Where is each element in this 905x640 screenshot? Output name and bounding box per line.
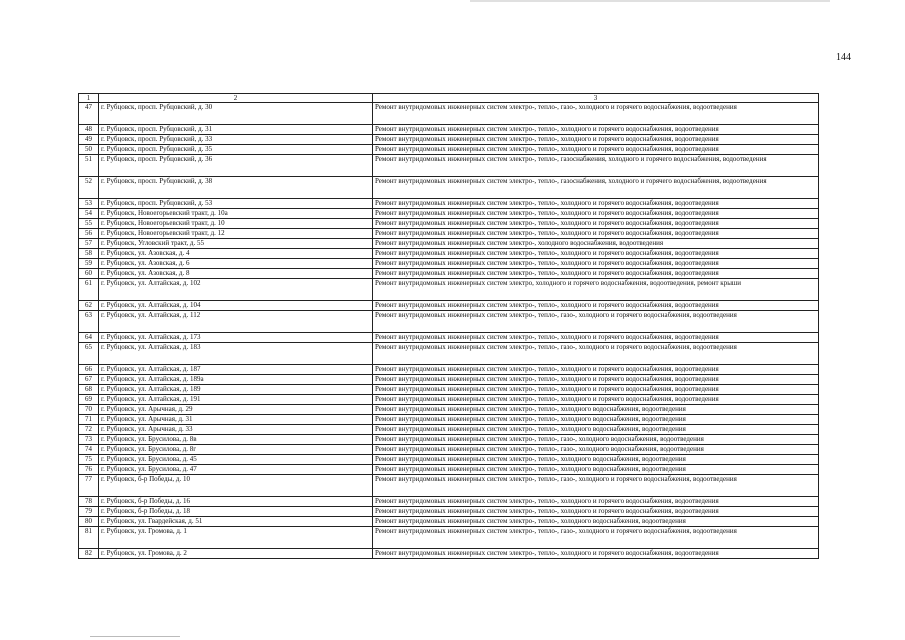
table-row: [79, 517, 819, 527]
table-row: [79, 365, 819, 375]
table-row: [79, 259, 819, 269]
row-number: 73: [79, 435, 99, 445]
row-address: г. Рубцовск, ул. Арычная, д. 33: [99, 425, 373, 435]
row-address: г. Рубцовск, ул. Арычная, д. 29: [99, 405, 373, 415]
row-address: г. Рубцовск, просп. Рубцовский, д. 35: [99, 145, 373, 155]
table-row: [79, 405, 819, 415]
row-work-type: Ремонт внутридомовых инженерных систем электро-, тепло-, холодного и горячего водоснабжения, водоотведения: [373, 395, 819, 405]
row-address: г. Рубцовск, Новоегорьевский тракт, д. 10а: [99, 209, 373, 219]
row-address: г. Рубцовск, Новоегорьевский тракт, д. 10: [99, 219, 373, 229]
row-number: 82: [79, 549, 99, 559]
row-address: г. Рубцовск, б-р Победы, д. 18: [99, 507, 373, 517]
row-address: г. Рубцовск, ул. Азовская, д. 4: [99, 249, 373, 259]
row-address: г. Рубцовск, ул. Алтайская, д. 173: [99, 333, 373, 343]
row-number: 68: [79, 385, 99, 395]
row-address: г. Рубцовск, б-р Победы, д. 10: [99, 475, 373, 497]
row-work-type: Ремонт внутридомовых инженерных систем электро-, тепло-, газо-, холодного и горячего водоснабжения, водоотведения: [373, 343, 819, 365]
scan-artifact-bottom: [90, 636, 180, 637]
row-address: г. Рубцовск, просп. Рубцовский, д. 53: [99, 199, 373, 209]
row-address: г. Рубцовск, Угловский тракт, д. 55: [99, 239, 373, 249]
row-address: г. Рубцовск, ул. Алтайская, д. 112: [99, 311, 373, 333]
row-address: г. Рубцовск, просп. Рубцовский, д. 30: [99, 103, 373, 125]
row-work-type: Ремонт внутридомовых инженерных систем электро-, тепло-, холодного и горячего водоснабжения, водоотведения: [373, 135, 819, 145]
row-work-type: Ремонт внутридомовых инженерных систем электро-, тепло-, холодного и горячего водоснабжения, водоотведения: [373, 229, 819, 239]
row-number: 58: [79, 249, 99, 259]
row-work-type: Ремонт внутридомовых инженерных систем электро-, тепло-, газо-, холодного и горячего водоснабжения, водоотведения: [373, 527, 819, 549]
table-row: [79, 177, 819, 199]
table-row: [79, 301, 819, 311]
table-row: [79, 103, 819, 125]
row-work-type: Ремонт внутридомовых инженерных систем электро-, тепло-, холодного и горячего водоснабжения, водоотведения: [373, 125, 819, 135]
header-col-1: 1: [79, 94, 99, 103]
row-work-type: Ремонт внутридомовых инженерных систем электро-, тепло-, холодного и горячего водоснабжения, водоотведения: [373, 507, 819, 517]
row-number: 80: [79, 517, 99, 527]
table-row: [79, 395, 819, 405]
row-work-type: Ремонт внутридомовых инженерных систем электро-, тепло-, холодного и горячего водоснабжения, водоотведения: [373, 249, 819, 259]
row-address: г. Рубцовск, ул. Гвардейская, д. 51: [99, 517, 373, 527]
row-address: г. Рубцовск, ул. Алтайская, д. 189: [99, 385, 373, 395]
table-row: [79, 549, 819, 559]
row-work-type: Ремонт внутридомовых инженерных систем электро-, тепло-, холодного и горячего водоснабжения, водоотведения: [373, 301, 819, 311]
row-address: г. Рубцовск, ул. Громова, д. 1: [99, 527, 373, 549]
row-work-type: Ремонт внутридомовых инженерных систем электро-, тепло-, холодного водоснабжения, водоотведения: [373, 415, 819, 425]
table-row: [79, 125, 819, 135]
row-work-type: Ремонт внутридомовых инженерных систем электро-, тепло-, холодного водоснабжения, водоотведения: [373, 455, 819, 465]
header-col-3: 3: [373, 94, 819, 103]
row-number: 69: [79, 395, 99, 405]
row-number: 76: [79, 465, 99, 475]
row-number: 63: [79, 311, 99, 333]
row-number: 81: [79, 527, 99, 549]
page-number: 144: [836, 52, 851, 63]
table-row: [79, 425, 819, 435]
row-work-type: Ремонт внутридомовых инженерных систем электро-, тепло-, газо-, холодного и горячего водоснабжения, водоотведения: [373, 311, 819, 333]
row-address: г. Рубцовск, просп. Рубцовский, д. 31: [99, 125, 373, 135]
row-number: 59: [79, 259, 99, 269]
row-number: 64: [79, 333, 99, 343]
row-address: г. Рубцовск, ул. Громова, д. 2: [99, 549, 373, 559]
row-address: г. Рубцовск, ул. Арычная, д. 31: [99, 415, 373, 425]
row-work-type: Ремонт внутридомовых инженерных систем электро-, тепло-, газоснабжения, холодного и горячего водоснабжения, водоотведения: [373, 155, 819, 177]
row-work-type: Ремонт внутридомовых инженерных систем электро-, тепло-, холодного водоснабжения, водоотведения: [373, 425, 819, 435]
row-work-type: Ремонт внутридомовых инженерных систем электро-, тепло-, газоснабжения, холодного и горячего водоснабжения, водоотведения: [373, 177, 819, 199]
row-number: 56: [79, 229, 99, 239]
row-work-type: Ремонт внутридомовых инженерных систем электро-, тепло-, газо-, холодного и горячего водоснабжения, водоотведения: [373, 475, 819, 497]
row-number: 74: [79, 445, 99, 455]
row-address: г. Рубцовск, ул. Брусилова, д. 47: [99, 465, 373, 475]
row-address: г. Рубцовск, Новоегорьевский тракт, д. 12: [99, 229, 373, 239]
row-number: 53: [79, 199, 99, 209]
table-row: [79, 385, 819, 395]
row-work-type: Ремонт внутридомовых инженерных систем электро, холодного и горячего водоснабжения, водоотведения, ремонт крыши: [373, 279, 819, 301]
table-row: [79, 497, 819, 507]
table-row: [79, 145, 819, 155]
table-row: [79, 269, 819, 279]
row-number: 60: [79, 269, 99, 279]
row-number: 66: [79, 365, 99, 375]
table-row: [79, 249, 819, 259]
row-address: г. Рубцовск, просп. Рубцовский, д. 38: [99, 177, 373, 199]
row-address: г. Рубцовск, ул. Азовская, д. 6: [99, 259, 373, 269]
table-row: [79, 435, 819, 445]
row-number: 54: [79, 209, 99, 219]
table-row: [79, 343, 819, 365]
table-row: [79, 219, 819, 229]
row-number: 61: [79, 279, 99, 301]
row-number: 65: [79, 343, 99, 365]
row-address: г. Рубцовск, ул. Алтайская, д. 187: [99, 365, 373, 375]
table-row: [79, 445, 819, 455]
row-address: г. Рубцовск, б-р Победы, д. 16: [99, 497, 373, 507]
row-work-type: Ремонт внутридомовых инженерных систем электро-, тепло-, холодного и горячего водоснабжения, водоотведения: [373, 269, 819, 279]
row-address: г. Рубцовск, ул. Алтайская, д. 102: [99, 279, 373, 301]
row-work-type: Ремонт внутридомовых инженерных систем электро-, тепло-, холодного и горячего водоснабжения, водоотведения: [373, 259, 819, 269]
row-number: 50: [79, 145, 99, 155]
row-work-type: Ремонт внутридомовых инженерных систем электро-, тепло-, холодного и горячего водоснабжения, водоотведения: [373, 497, 819, 507]
row-number: 49: [79, 135, 99, 145]
row-work-type: Ремонт внутридомовых инженерных систем электро-, холодного водоснабжения, водоотведения: [373, 239, 819, 249]
table-row: [79, 465, 819, 475]
row-work-type: Ремонт внутридомовых инженерных систем электро-, тепло-, холодного и горячего водоснабжения, водоотведения: [373, 385, 819, 395]
row-address: г. Рубцовск, ул. Алтайская, д. 104: [99, 301, 373, 311]
table-row: [79, 333, 819, 343]
row-work-type: Ремонт внутридомовых инженерных систем электро-, тепло-, холодного водоснабжения, водоотведения: [373, 465, 819, 475]
row-work-type: Ремонт внутридомовых инженерных систем электро-, тепло-, газо-, холодного водоснабжения, водоотведения: [373, 435, 819, 445]
table-row: [79, 199, 819, 209]
table-row: [79, 455, 819, 465]
row-number: 70: [79, 405, 99, 415]
table-row: [79, 527, 819, 549]
row-number: 47: [79, 103, 99, 125]
table-row: [79, 279, 819, 301]
table-row: [79, 135, 819, 145]
table-row: [79, 475, 819, 497]
row-number: 71: [79, 415, 99, 425]
row-work-type: Ремонт внутридомовых инженерных систем электро-, тепло-, газо-, холодного водоснабжения, водоотведения: [373, 445, 819, 455]
row-number: 52: [79, 177, 99, 199]
row-work-type: Ремонт внутридомовых инженерных систем электро-, тепло-, газо-, холодного и горячего водоснабжения, водоотведения: [373, 103, 819, 125]
row-work-type: Ремонт внутридомовых инженерных систем электро-, тепло-, холодного и горячего водоснабжения, водоотведения: [373, 333, 819, 343]
repair-table: [78, 93, 819, 559]
row-number: 55: [79, 219, 99, 229]
table-row: [79, 311, 819, 333]
table-row: [79, 415, 819, 425]
scan-artifact-top: [470, 0, 830, 2]
row-address: г. Рубцовск, ул. Брусилова, д. 45: [99, 455, 373, 465]
row-number: 62: [79, 301, 99, 311]
row-address: г. Рубцовск, ул. Азовская, д. 8: [99, 269, 373, 279]
table-row: [79, 507, 819, 517]
table-row: [79, 155, 819, 177]
row-number: 51: [79, 155, 99, 177]
row-work-type: Ремонт внутридомовых инженерных систем электро-, тепло-, холодного и горячего водоснабжения, водоотведения: [373, 549, 819, 559]
row-address: г. Рубцовск, ул. Брусилова, д. 8в: [99, 435, 373, 445]
row-work-type: Ремонт внутридомовых инженерных систем электро-, тепло-, холодного и горячего водоснабжения, водоотведения: [373, 219, 819, 229]
header-col-2: 2: [99, 94, 373, 103]
row-work-type: Ремонт внутридомовых инженерных систем электро-, тепло-, холодного водоснабжения, водоотведения: [373, 517, 819, 527]
row-work-type: Ремонт внутридомовых инженерных систем электро-, тепло-, холодного и горячего водоснабжения, водоотведения: [373, 365, 819, 375]
row-number: 57: [79, 239, 99, 249]
row-work-type: Ремонт внутридомовых инженерных систем электро-, тепло-, холодного и горячего водоснабжения, водоотведения: [373, 209, 819, 219]
row-work-type: Ремонт внутридомовых инженерных систем электро-, тепло-, холодного водоснабжения, водоотведения: [373, 405, 819, 415]
table-row: [79, 209, 819, 219]
row-address: г. Рубцовск, просп. Рубцовский, д. 36: [99, 155, 373, 177]
row-address: г. Рубцовск, ул. Алтайская, д. 189а: [99, 375, 373, 385]
row-work-type: Ремонт внутридомовых инженерных систем электро-, тепло-, холодного и горячего водоснабжения, водоотведения: [373, 145, 819, 155]
row-address: г. Рубцовск, ул. Брусилова, д. 8г: [99, 445, 373, 455]
row-number: 75: [79, 455, 99, 465]
table-header-row: [79, 94, 819, 103]
table-row: [79, 229, 819, 239]
row-work-type: Ремонт внутридомовых инженерных систем электро-, тепло-, холодного и горячего водоснабжения, водоотведения: [373, 375, 819, 385]
row-number: 78: [79, 497, 99, 507]
row-work-type: Ремонт внутридомовых инженерных систем электро-, тепло-, холодного и горячего водоснабжения, водоотведения: [373, 199, 819, 209]
row-number: 72: [79, 425, 99, 435]
row-number: 79: [79, 507, 99, 517]
table-row: [79, 239, 819, 249]
row-address: г. Рубцовск, ул. Алтайская, д. 183: [99, 343, 373, 365]
row-address: г. Рубцовск, просп. Рубцовский, д. 33: [99, 135, 373, 145]
row-number: 77: [79, 475, 99, 497]
row-number: 67: [79, 375, 99, 385]
row-number: 48: [79, 125, 99, 135]
row-address: г. Рубцовск, ул. Алтайская, д. 191: [99, 395, 373, 405]
table-row: [79, 375, 819, 385]
